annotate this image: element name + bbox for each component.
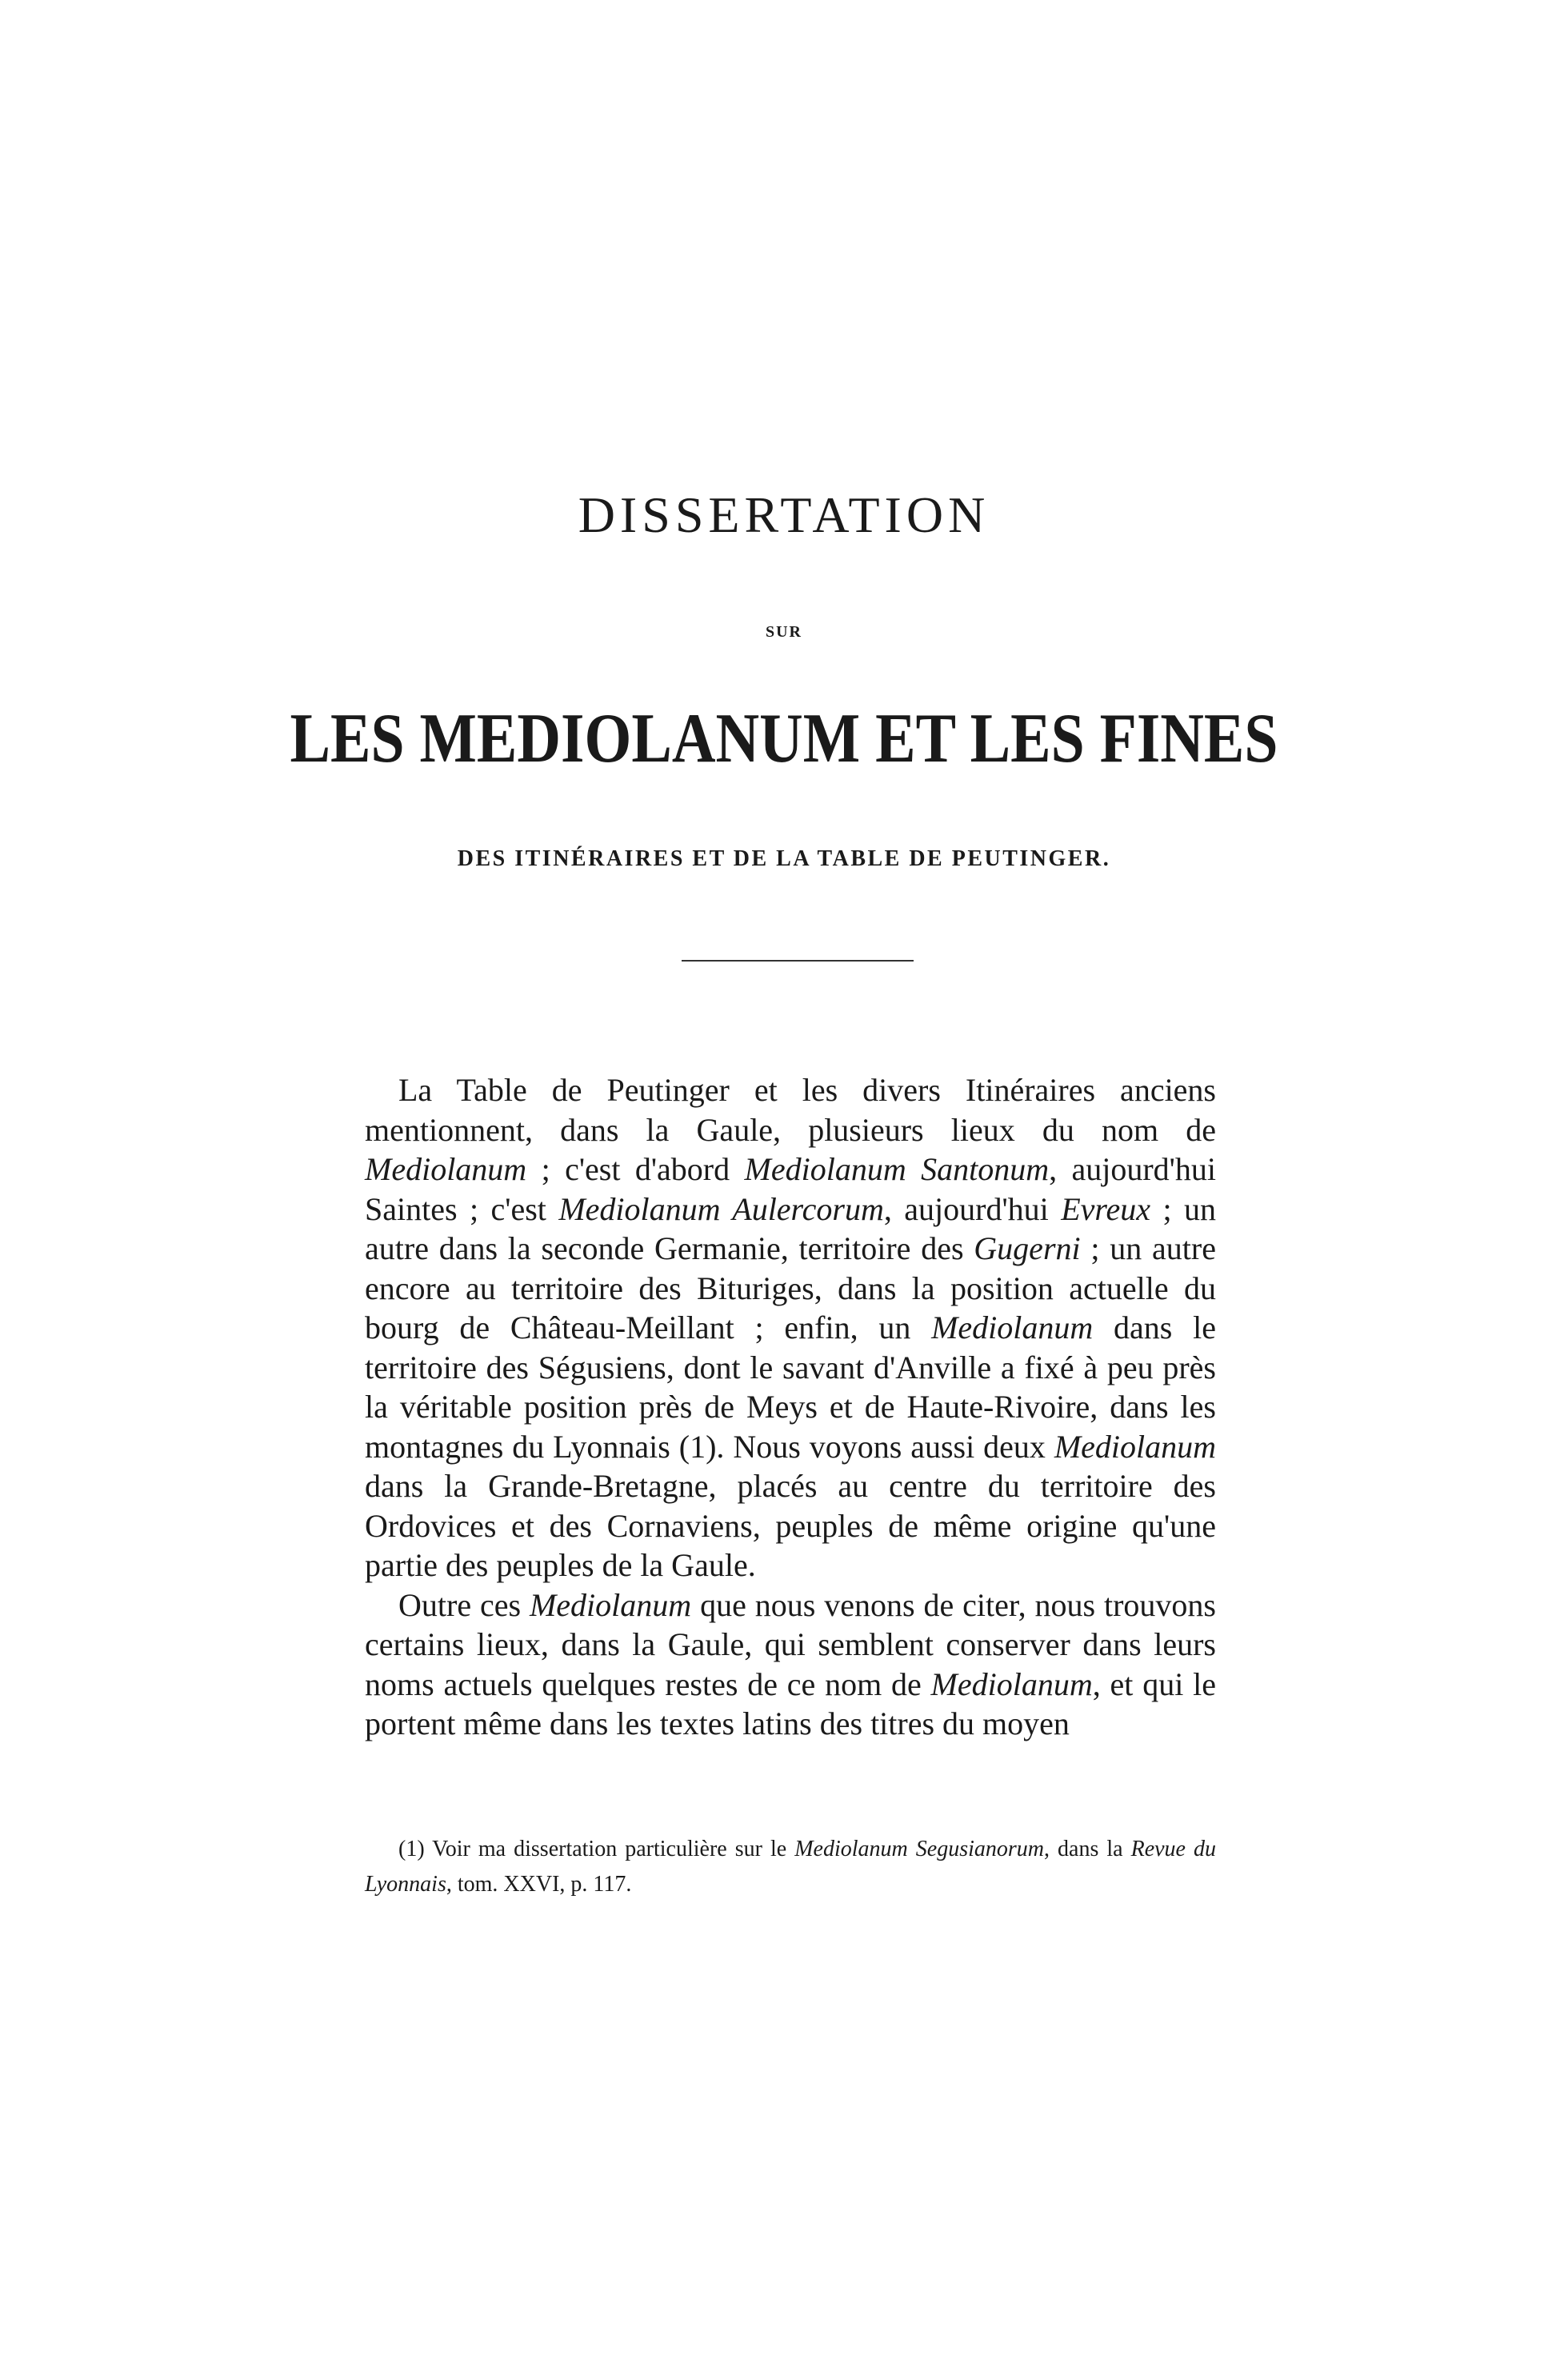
separator-rule [682,960,914,962]
footnote [365,1832,1216,1902]
body-text [365,1070,1216,1744]
paragraph-1: La Table de Peutinger et les divers Itinéraires anciens mentionnent, dans la Gaule, plusieurs lieux du nom de Mediolanum ; c'est d'abord Mediolanum Santonum, aujourd'hui Saintes ; c'est Mediolanum Aulercorum, aujourd'hui Evreux ; un autre dans la seconde Germanie, territoire des Gugerni ; un autre encore au territoire des Bituriges, dans la position actuelle du bourg de Château-Meillant ; enfin, un Mediolanum dans le territoire des Ségusiens, dont le savant d'Anville a fixé à peu près la véritable position près de Meys et de Haute-Rivoire, dans les montagnes du Lyonnais (1). Nous voyons aussi deux Mediolanum dans la Grande-Bretagne, placés au centre du territoire des Ordovices et des Cornaviens, peuples de même origine qu'une partie des peuples de la Gaule. [365,1072,1217,1583]
paragraph-2: Outre ces Mediolanum que nous venons de citer, nous trouvons certains lieux, dans la Gaule, qui semblent conserver dans leurs noms actuels quelques restes de ce nom de Mediolanum, et qui le portent même dans les textes latins des titres du moyen [365,1586,1216,1741]
subtitle: DES ITINÉRAIRES ET DE LA TABLE DE PEUTINGER. [457,846,1111,871]
page-title: DISSERTATION [578,486,990,543]
main-title: LES MEDIOLANUM ET LES FINES [290,700,1278,778]
footnote-1: (1) Voir ma dissertation particulière sur le Mediolanum Segusianorum, dans la Revue du Lyonnais, tom. XXVI, p. 117. [365,1837,1217,1897]
title-connector: SUR [765,623,802,641]
